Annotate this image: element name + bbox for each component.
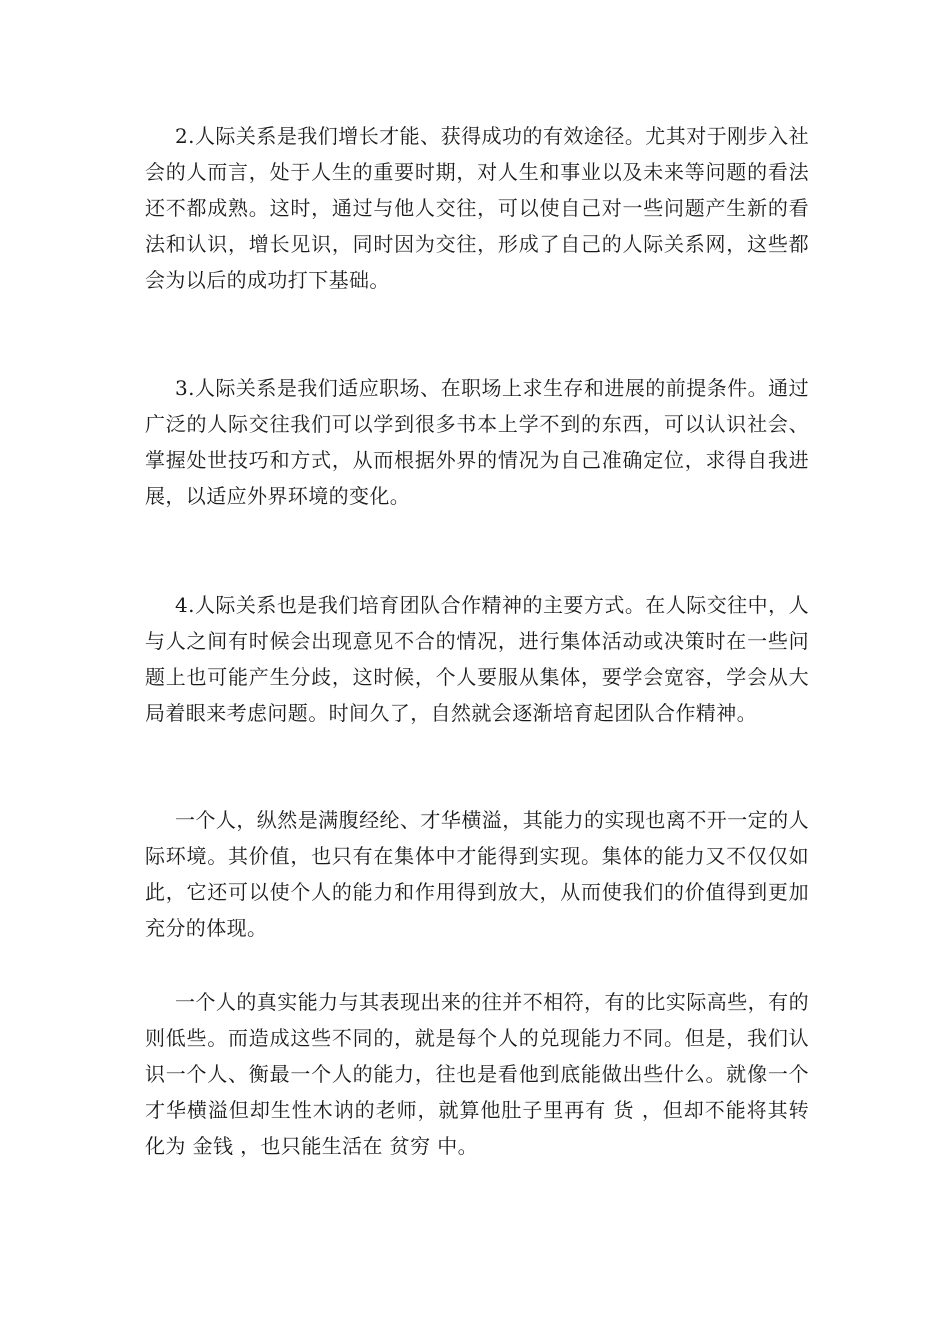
paragraph-workplace-adaptation: 3.人际关系是我们适应职场、在职场上求生存和进展的前提条件。通过广泛的人际交往我们可以学到很多书本上学不到的东西，可以认识社会、掌握处世技巧和方式，从而根据外界的情况为自己准确定位，求得自我进展，以适应外界环境的变化。 <box>145 376 809 508</box>
paragraph-collective-value: 一个人，纵然是满腹经纶、才华横溢，其能力的实现也离不开一定的人际环境。其价值，也只有在集体中才能得到实现。集体的能力又不仅仅如此，它还可以使个人的能力和作用得到放大，从而使我们的价值得到更加充分的体现。 <box>145 808 809 940</box>
paragraph-interpersonal-growth: 2.人际关系是我们增长才能、获得成功的有效途径。尤其对于刚步入社会的人而言，处于人生的重要时期，对人生和事业以及未来等问题的看法还不都成熟。这时，通过与他人交往，可以使自己对一些问题产生新的看法和认识，增长见识，同时因为交往，形成了自己的人际关系网，这些都会为以后的成功打下基础。 <box>145 124 809 292</box>
paragraph-team-spirit: 4.人际关系也是我们培育团队合作精神的主要方式。在人际交往中，人与人之间有时候会出现意见不合的情况，进行集体活动或决策时在一些问题上也可能产生分歧，这时候，个人要服从集体，要学会宽容，学会从大局着眼来考虑问题。时间久了，自然就会逐渐培育起团队合作精神。 <box>145 593 809 725</box>
paragraph-real-ability: 一个人的真实能力与其表现出来的往并不相符，有的比实际高些，有的则低些。而造成这些不同的，就是每个人的兑现能力不同。但是，我们认识一个人、衡最一个人的能力，往也是看他到底能做出些什么。就像一个才华横溢但却生性木讷的老师，就算他肚子里再有 货 ，但却不能将其转化为 金钱 ，也只能生活在 贫穷 中。 <box>145 990 809 1158</box>
